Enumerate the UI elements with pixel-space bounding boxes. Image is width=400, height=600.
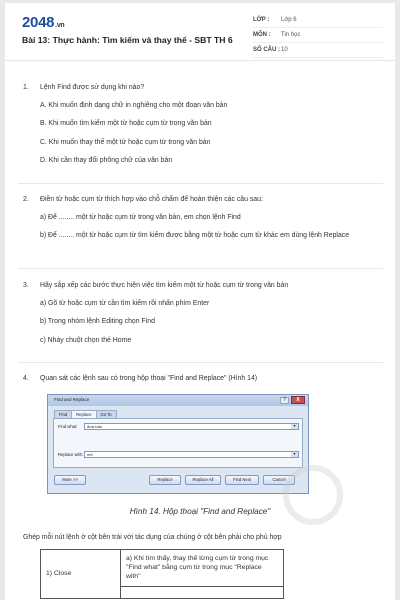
question-4: [23, 374, 379, 383]
replace-with-label: Replace with:: [58, 452, 84, 457]
close-icon: X: [291, 396, 305, 404]
divider: [18, 268, 383, 269]
meta-row-subject: [253, 32, 383, 43]
meta-row-class: [253, 17, 383, 28]
meta-key: SỐ CÂU :: [253, 47, 280, 53]
step-item-a: a) Gõ từ hoặc cụm từ cần tìm kiếm rồi nhấn phím Enter: [40, 300, 210, 308]
help-icon: ?: [280, 397, 289, 404]
document-header: [5, 3, 395, 61]
question-2: [23, 195, 379, 241]
figure-caption: Hình 14. Hộp thoại "Find and Replace": [129, 507, 271, 516]
replace-with-field: [84, 451, 299, 458]
logo-suffix: .vn: [55, 22, 65, 29]
question-4-instruction: [23, 533, 379, 542]
answer-option-d[interactable]: D. Khi cần thay đổi phông chữ của văn bản: [40, 156, 173, 164]
divider: [18, 362, 383, 363]
tab-replace: Replace: [71, 410, 96, 419]
table-cell-left: [41, 550, 121, 599]
cancel-button: Cancel: [263, 475, 295, 485]
meta-key: MÔN :: [253, 32, 271, 38]
chevron-down-icon: ▼: [292, 452, 297, 456]
site-logo[interactable]: [22, 14, 64, 31]
question-stem: Lệnh Find được sử dụng khi nào?: [40, 84, 145, 91]
left-item-1: 1) Close: [46, 570, 72, 578]
question-number: 2.: [23, 196, 29, 203]
dialog-tabs: [54, 410, 116, 418]
answer-option-c[interactable]: C. Khi muốn thay thế một từ hoặc cụm từ trong văn bản: [40, 138, 211, 146]
question-number: 3.: [23, 282, 29, 289]
fill-item-a: a) Để ........ một từ hoặc cụm từ trong văn bản, em chọn lệnh Find: [40, 214, 241, 222]
question-number: 4.: [23, 375, 29, 382]
chevron-down-icon: ▼: [292, 424, 297, 428]
table-cell-right: [121, 586, 284, 598]
question-1: [23, 83, 379, 165]
matching-instruction: Ghép mỗi nút lệnh ở cột bên trái với tác dụng của chúng ở cột bên phải cho phù hợp: [23, 534, 282, 541]
document-page: [5, 3, 395, 600]
meta-value: Tin học: [281, 32, 301, 38]
find-what-field: [84, 423, 299, 430]
find-what-value: dưa hấu: [87, 424, 102, 429]
replace-all-button: Replace All: [185, 475, 221, 485]
find-replace-dialog-figure: [47, 394, 309, 494]
step-item-b: b) Trong nhóm lệnh Editing chọn Find: [40, 318, 155, 326]
tab-goto: Go To: [96, 410, 117, 418]
fill-item-b: b) Để ........ một từ hoặc cụm từ tìm kiếm được bằng một từ hoặc cụm từ khác em dùng lệnh Replace: [40, 232, 350, 240]
more-button: More >>: [54, 475, 86, 485]
find-what-label: Find what:: [58, 424, 78, 429]
question-stem: Quan sát các lệnh sau có trong hộp thoại "Find and Replace" (Hình 14): [40, 375, 258, 382]
logo-text: 2048: [22, 14, 55, 31]
page-title: Bài 13: Thực hành: Tìm kiếm và thay thế - SBT TH 6: [22, 35, 233, 45]
dialog-panel: [53, 418, 303, 468]
meta-value: 10: [281, 47, 288, 53]
meta-row-count: [253, 47, 383, 58]
meta-key: LỚP :: [253, 17, 270, 23]
find-next-button: Find Next: [225, 475, 259, 485]
answer-option-a[interactable]: A. Khi muốn định dạng chữ in nghiêng cho một đoạn văn bản: [40, 102, 228, 110]
replace-button: Replace: [149, 475, 181, 485]
table-row: [41, 550, 284, 587]
right-item-a: a) Khi tìm thấy, thay thế từng cụm từ trong mục "Find what" bằng cụm từ trong mục "Replace with": [126, 555, 269, 581]
matching-table: [40, 549, 284, 599]
table-cell-right: [121, 550, 284, 587]
question-stem: Điền từ hoặc cụm từ thích hợp vào chỗ chấm để hoàn thiện các câu sau:: [40, 196, 263, 203]
tab-find: Find: [54, 410, 72, 418]
question-3: [23, 281, 379, 345]
dialog-title: Find and Replace: [54, 397, 90, 402]
document-meta: [253, 17, 383, 62]
question-stem: Hãy sắp xếp các bước thực hiện việc tìm kiếm một từ hoặc cụm từ trong văn bản: [40, 282, 289, 289]
replace-with-value: mít: [87, 452, 93, 457]
watermark-logo: [283, 465, 343, 525]
step-item-c: c) Nháy chuột chọn thẻ Home: [40, 336, 132, 344]
meta-value: Lớp 6: [281, 17, 297, 23]
question-number: 1.: [23, 84, 29, 91]
divider: [18, 183, 383, 184]
dialog-titlebar: [48, 395, 308, 406]
answer-option-b[interactable]: B. Khi muốn tìm kiếm một từ hoặc cụm từ trong văn bản: [40, 120, 212, 128]
